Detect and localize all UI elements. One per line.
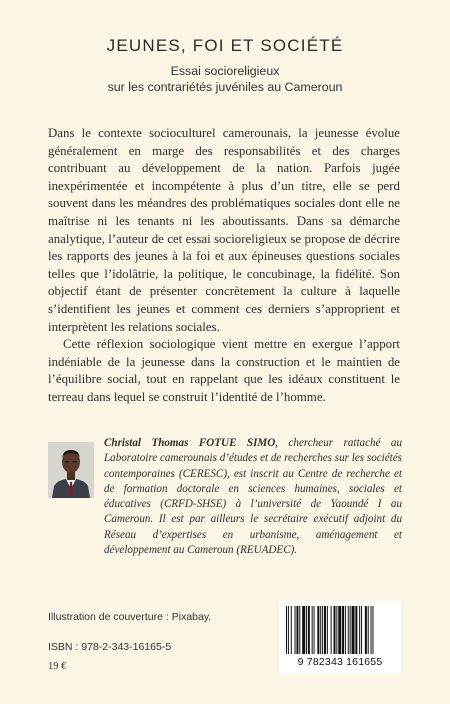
price: 19 € <box>48 661 67 672</box>
barcode-bar <box>288 606 289 654</box>
isbn: ISBN : 978-2-343-16165-5 <box>48 641 172 653</box>
barcode-bar <box>317 606 319 654</box>
blurb-paragraph-2: Cette réflexion sociologique vient mettre en exergue l’apport indéniable de la jeunesse dans la construction et le maintien de l’équilibre social, tout en rappelant que les idéaux constituent le terreau dans lequel se construit l’identité de l’homme. <box>48 337 400 404</box>
barcode-bar <box>324 606 326 654</box>
barcode-bar <box>312 606 313 654</box>
author-portrait-icon <box>48 442 94 498</box>
barcode-bar <box>352 606 355 654</box>
barcode-bar <box>368 606 369 654</box>
barcode-bar <box>299 606 300 654</box>
barcode-bar <box>295 606 296 654</box>
barcode-bar <box>342 606 344 654</box>
barcode-digits: 9 782343 161655 <box>297 656 383 668</box>
barcode <box>279 601 401 673</box>
barcode-bar <box>331 606 332 654</box>
subtitle-line-1: Essai socioreligieux <box>170 64 280 78</box>
author-photo <box>48 442 94 498</box>
barcode-bar <box>296 606 298 654</box>
barcode-bar <box>338 606 341 654</box>
author-bio <box>104 436 402 558</box>
barcode-bar <box>350 606 351 654</box>
barcode-bar <box>359 606 360 654</box>
barcode-bar <box>334 606 336 654</box>
blurb <box>48 125 400 407</box>
book-title: JEUNES, FOI ET SOCIÉTÉ <box>106 36 344 55</box>
barcode-bar <box>308 606 310 654</box>
book-subtitle <box>0 63 450 95</box>
barcode-bar <box>336 606 337 654</box>
barcode-bar <box>320 606 321 654</box>
barcode-bar <box>291 606 292 654</box>
barcode-bar <box>286 606 287 654</box>
blurb-paragraph-1: Dans le contexte socioculturel camerounais, la jeunesse évolue généralement en marge des responsabilités et des charges contribuant au développement de la nation. Parfois jugée inexpérimentée et incompétente à plus d’un titre, elle se perd souvent dans les méandres des problématiques sociales dont elle ne maîtrise ni les tenants ni les aboutissants. Dans sa démarche analytique, l’auteur de cet essai socioreligieux se propose de décrire les rapports des jeunes à la foi et aux épineuses questions sociales telles que l’idolâtrie, la politique, le concubinage, la fidélité. Son objectif étant de présenter concrètement la culture à laquelle s’identifient les jeunes et comment ces derniers s’approprient et interprètent les relations sociales. <box>48 126 400 334</box>
barcode-bar <box>348 606 349 654</box>
barcode-bar <box>355 606 357 654</box>
barcode-bar <box>327 606 328 654</box>
barcode-bar <box>302 606 305 654</box>
barcode-bar <box>365 606 367 654</box>
barcode-icon <box>284 606 396 656</box>
barcode-bar <box>314 606 315 654</box>
barcode-bar <box>345 606 346 654</box>
barcode-bar <box>372 606 373 654</box>
barcode-bar <box>306 606 307 654</box>
barcode-bar <box>371 606 372 654</box>
author-bio-text: , chercheur rattaché au Laboratoire camerounais d’études et de recherches sur les sociétés contemporaines (CERESC), est inscrit au Centre de recherche et de formation doctorale en sciences humaines, sociales et éducatives (CRFD-SHSE) à l’université de Yaoundé I au Cameroun. Il est par ailleurs le secrétaire exécutif adjoint du Réseau d’expertises en urbanisme, aménagement et développement au Cameroun (REUADEC). <box>104 437 403 557</box>
author-name: Christal Thomas FOTUE SIMO <box>104 437 276 449</box>
barcode-bar <box>322 606 323 654</box>
subtitle-line-2: sur les contrariétés juvéniles au Cameroun <box>107 80 343 94</box>
barcode-bar <box>361 606 362 654</box>
cover-credit: Illustration de couverture : Pixabay. <box>48 611 212 623</box>
